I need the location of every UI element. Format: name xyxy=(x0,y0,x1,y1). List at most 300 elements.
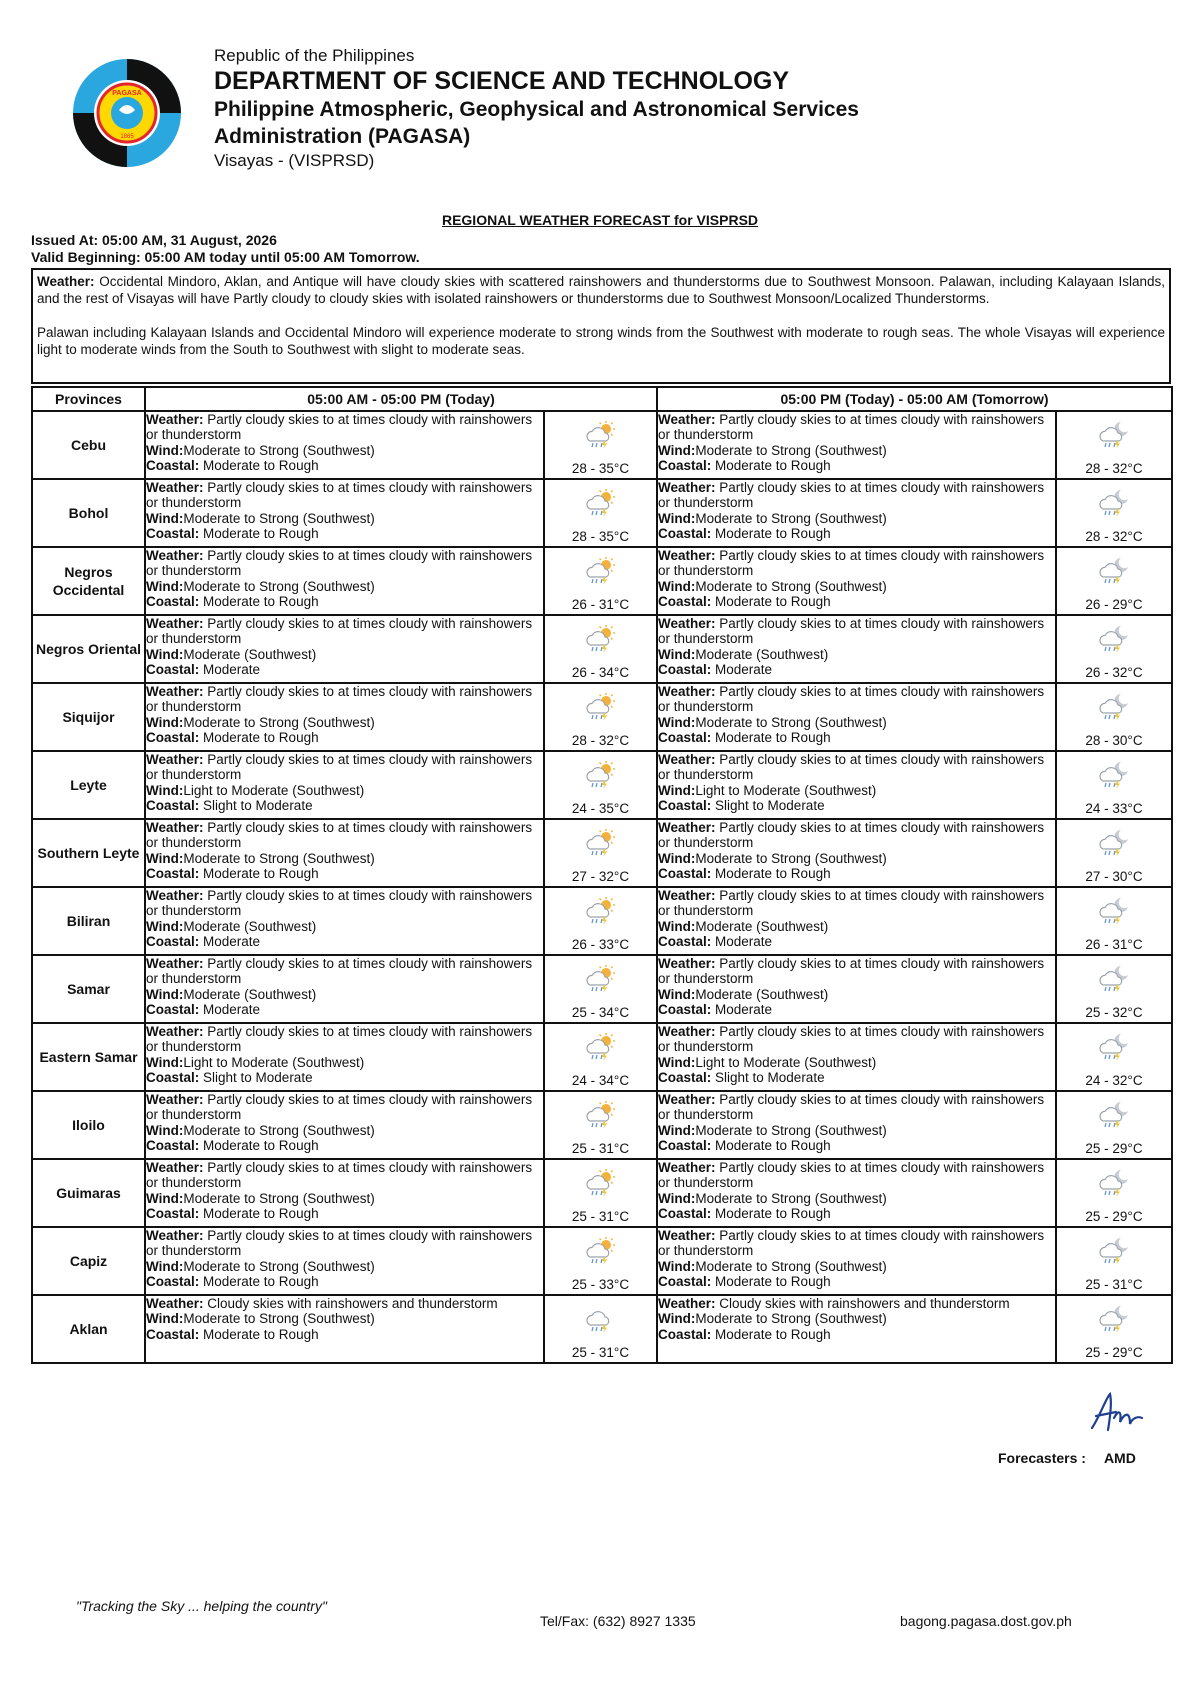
column-header-today: 05:00 AM - 05:00 PM (Today) xyxy=(145,387,657,411)
weather-line xyxy=(658,888,1055,919)
weather-text: Partly cloudy skies to at times cloudy with rainshowers or thunderstorm xyxy=(146,1228,533,1259)
weather-line xyxy=(658,412,1055,443)
coastal-label: Coastal: xyxy=(658,1137,712,1153)
coastal-label: Coastal: xyxy=(658,729,712,745)
weather-label: Weather: xyxy=(658,1296,716,1311)
logo-text: PAGASA xyxy=(112,90,142,97)
table-row xyxy=(32,683,1172,751)
weather-label: Weather: xyxy=(658,752,716,767)
forecast-night-icon-cell xyxy=(1056,1159,1172,1227)
coastal-line xyxy=(146,1070,543,1085)
wind-line xyxy=(146,1123,543,1138)
wind-line xyxy=(658,1191,1055,1206)
weather-line xyxy=(658,820,1055,851)
coastal-line xyxy=(146,458,543,473)
forecasters-name: AMD xyxy=(1103,1450,1136,1466)
coastal-text: Moderate to Rough xyxy=(711,1137,831,1153)
wind-label: Wind: xyxy=(658,1122,696,1138)
forecast-day-icon-cell xyxy=(544,479,657,547)
weather-label: Weather: xyxy=(146,480,204,495)
weather-line xyxy=(146,1160,543,1191)
coastal-label: Coastal: xyxy=(146,1069,200,1085)
coastal-label: Coastal: xyxy=(146,593,200,609)
table-row xyxy=(32,955,1172,1023)
weather-text: Partly cloudy skies to at times cloudy with rainshowers or thunderstorm xyxy=(658,480,1045,511)
wind-label: Wind: xyxy=(146,1054,184,1070)
coastal-line xyxy=(658,1002,1055,1017)
coastal-line xyxy=(658,594,1055,609)
weather-line xyxy=(146,616,543,647)
forecast-night-details xyxy=(657,1227,1056,1295)
column-header-tonight: 05:00 PM (Today) - 05:00 AM (Tomorrow) xyxy=(657,387,1172,411)
wind-text: Moderate (Southwest) xyxy=(695,986,829,1002)
province-name: Negros Occidental xyxy=(32,547,145,615)
coastal-line xyxy=(146,730,543,745)
forecast-night-details xyxy=(657,751,1056,819)
coastal-label: Coastal: xyxy=(146,525,200,541)
coastal-text: Slight to Moderate xyxy=(711,797,825,813)
weather-line xyxy=(658,1092,1055,1123)
weather-line xyxy=(146,480,543,511)
wind-label: Wind: xyxy=(146,578,184,594)
weather-line xyxy=(146,684,543,715)
wind-line xyxy=(658,783,1055,798)
forecast-night-details xyxy=(657,1159,1056,1227)
coastal-text: Moderate to Rough xyxy=(711,865,831,881)
forecast-night-icon-cell xyxy=(1056,411,1172,479)
wind-text: Moderate to Strong (Southwest) xyxy=(695,442,887,458)
wind-text: Light to Moderate (Southwest) xyxy=(695,782,877,798)
wind-text: Moderate (Southwest) xyxy=(183,986,317,1002)
temperature-range: 25 - 33°C xyxy=(571,1277,630,1292)
weather-label: Weather: xyxy=(658,1160,716,1175)
province-name: Southern Leyte xyxy=(32,819,145,887)
wind-label: Wind: xyxy=(658,1258,696,1274)
forecast-title: REGIONAL WEATHER FORECAST for VISPRSD xyxy=(441,212,759,228)
forecast-day-icon-cell xyxy=(544,1023,657,1091)
wind-text: Moderate to Strong (Southwest) xyxy=(183,510,375,526)
weather-text: Partly cloudy skies to at times cloudy with rainshowers or thunderstorm xyxy=(146,616,533,647)
coastal-text: Moderate xyxy=(199,1001,261,1017)
coastal-label: Coastal: xyxy=(658,661,712,677)
wind-label: Wind: xyxy=(658,510,696,526)
forecast-day-details xyxy=(145,751,544,819)
coastal-line xyxy=(658,730,1055,745)
weather-label: Weather: xyxy=(658,820,716,835)
wind-label: Wind: xyxy=(658,986,696,1002)
table-row xyxy=(32,819,1172,887)
forecast-night-details xyxy=(657,683,1056,751)
issued-at: Issued At: 05:00 AM, 31 August, 2026 xyxy=(31,232,277,248)
wind-label: Wind: xyxy=(146,1258,184,1274)
forecaster-signature xyxy=(1086,1388,1146,1440)
agency-name-line-1: Philippine Atmospheric, Geophysical and Astronomical Services xyxy=(214,98,859,121)
coastal-text: Moderate to Rough xyxy=(199,457,319,473)
temperature-range: 24 - 34°C xyxy=(571,1073,630,1088)
weather-label: Weather: xyxy=(146,1296,204,1311)
forecast-night-icon-cell xyxy=(1056,547,1172,615)
wind-label: Wind: xyxy=(146,850,184,866)
coastal-line xyxy=(146,1138,543,1153)
wind-text: Moderate to Strong (Southwest) xyxy=(183,442,375,458)
republic-line: Republic of the Philippines xyxy=(214,46,415,65)
weather-label: Weather: xyxy=(146,548,204,563)
weather-text: Partly cloudy skies to at times cloudy with rainshowers or thunderstorm xyxy=(658,752,1045,783)
wind-text: Moderate to Strong (Southwest) xyxy=(695,850,887,866)
wind-line xyxy=(146,647,543,662)
wind-line xyxy=(658,647,1055,662)
table-row xyxy=(32,479,1172,547)
coastal-text: Slight to Moderate xyxy=(199,1069,313,1085)
forecast-night-icon-cell xyxy=(1056,887,1172,955)
weather-line xyxy=(146,1092,543,1123)
weather-label: Weather: xyxy=(146,1092,204,1107)
temperature-range: 25 - 31°C xyxy=(571,1141,630,1156)
forecast-day-details xyxy=(145,683,544,751)
forecast-night-icon-cell xyxy=(1056,683,1172,751)
weather-label: Weather: xyxy=(146,616,204,631)
weather-line xyxy=(658,480,1055,511)
coastal-line xyxy=(146,1274,543,1289)
wind-text: Light to Moderate (Southwest) xyxy=(183,1054,365,1070)
coastal-label: Coastal: xyxy=(146,457,200,473)
weather-synopsis xyxy=(31,268,1171,384)
forecast-night-icon-cell xyxy=(1056,1227,1172,1295)
coastal-line xyxy=(658,866,1055,881)
wind-line xyxy=(146,1311,543,1326)
weather-text: Partly cloudy skies to at times cloudy with rainshowers or thunderstorm xyxy=(658,820,1045,851)
weather-label: Weather: xyxy=(146,1160,204,1175)
coastal-text: Moderate to Rough xyxy=(199,593,319,609)
weather-text: Partly cloudy skies to at times cloudy with rainshowers or thunderstorm xyxy=(658,616,1045,647)
temperature-range: 25 - 32°C xyxy=(1085,1005,1143,1020)
weather-text: Partly cloudy skies to at times cloudy with rainshowers or thunderstorm xyxy=(146,1160,533,1191)
wind-label: Wind: xyxy=(658,1311,696,1327)
weather-label: Weather: xyxy=(146,684,204,699)
forecast-day-icon-cell xyxy=(544,615,657,683)
coastal-text: Slight to Moderate xyxy=(199,797,313,813)
forecast-day-icon-cell xyxy=(544,1295,657,1363)
forecast-night-details xyxy=(657,411,1056,479)
department-name: DEPARTMENT OF SCIENCE AND TECHNOLOGY xyxy=(214,67,790,95)
tagline: "Tracking the Sky ... helping the country" xyxy=(76,1598,327,1614)
wind-text: Moderate to Strong (Southwest) xyxy=(695,510,887,526)
coastal-text: Moderate to Rough xyxy=(711,525,831,541)
weather-label: Weather: xyxy=(658,480,716,495)
coastal-label: Coastal: xyxy=(146,797,200,813)
temperature-range: 25 - 29°C xyxy=(1085,1209,1143,1224)
forecast-night-details xyxy=(657,887,1056,955)
forecast-day-icon-cell xyxy=(544,683,657,751)
wind-label: Wind: xyxy=(146,646,184,662)
forecast-night-details xyxy=(657,1091,1056,1159)
coastal-text: Moderate to Rough xyxy=(711,1326,831,1342)
wind-label: Wind: xyxy=(146,918,184,934)
weather-text: Partly cloudy skies to at times cloudy with rainshowers or thunderstorm xyxy=(146,412,533,443)
forecast-day-icon-cell xyxy=(544,411,657,479)
weather-text: Partly cloudy skies to at times cloudy with rainshowers or thunderstorm xyxy=(146,684,533,715)
coastal-text: Moderate to Rough xyxy=(199,525,319,541)
coastal-label: Coastal: xyxy=(146,1001,200,1017)
coastal-line xyxy=(146,1206,543,1221)
coastal-label: Coastal: xyxy=(146,729,200,745)
table-row xyxy=(32,1159,1172,1227)
weather-label: Weather: xyxy=(146,1024,204,1039)
wind-line xyxy=(658,987,1055,1002)
weather-label: Weather: xyxy=(146,956,204,971)
coastal-line xyxy=(146,866,543,881)
forecast-night-details xyxy=(657,819,1056,887)
coastal-text: Moderate xyxy=(711,1001,773,1017)
coastal-text: Moderate to Rough xyxy=(711,457,831,473)
province-name: Eastern Samar xyxy=(32,1023,145,1091)
wind-line xyxy=(146,579,543,594)
forecast-day-details xyxy=(145,887,544,955)
wind-line xyxy=(146,715,543,730)
weather-text: Partly cloudy skies to at times cloudy with rainshowers or thunderstorm xyxy=(658,956,1045,987)
wind-label: Wind: xyxy=(658,442,696,458)
coastal-text: Moderate to Rough xyxy=(711,1205,831,1221)
tel-fax: Tel/Fax: (632) 8927 1335 xyxy=(540,1613,696,1629)
weather-line xyxy=(146,1228,543,1259)
wind-line xyxy=(658,919,1055,934)
forecast-day-icon-cell xyxy=(544,887,657,955)
coastal-line xyxy=(658,1327,1055,1342)
wind-label: Wind: xyxy=(146,510,184,526)
forecast-night-icon-cell xyxy=(1056,615,1172,683)
weather-label: Weather: xyxy=(146,820,204,835)
weather-line xyxy=(146,752,543,783)
valid-period: Valid Beginning: 05:00 AM today until 05:00 AM Tomorrow. xyxy=(31,249,420,265)
coastal-line xyxy=(146,1327,543,1342)
coastal-line xyxy=(146,662,543,677)
coastal-line xyxy=(658,1274,1055,1289)
temperature-range: 25 - 29°C xyxy=(1085,1141,1143,1156)
wind-line xyxy=(658,443,1055,458)
wind-label: Wind: xyxy=(658,1054,696,1070)
temperature-range: 24 - 32°C xyxy=(1085,1073,1143,1088)
forecast-day-details xyxy=(145,1295,544,1363)
province-name: Samar xyxy=(32,955,145,1023)
coastal-line xyxy=(658,1070,1055,1085)
weather-text: Partly cloudy skies to at times cloudy with rainshowers or thunderstorm xyxy=(146,820,533,851)
weather-line xyxy=(658,684,1055,715)
weather-text: Partly cloudy skies to at times cloudy with rainshowers or thunderstorm xyxy=(658,548,1045,579)
temperature-range: 25 - 34°C xyxy=(571,1005,630,1020)
coastal-text: Moderate to Rough xyxy=(199,1205,319,1221)
coastal-label: Coastal: xyxy=(658,1273,712,1289)
wind-line xyxy=(658,1259,1055,1274)
wind-text: Moderate to Strong (Southwest) xyxy=(695,1122,887,1138)
temperature-range: 26 - 31°C xyxy=(1085,937,1143,952)
table-row xyxy=(32,887,1172,955)
wind-text: Moderate to Strong (Southwest) xyxy=(695,578,887,594)
weather-line xyxy=(658,548,1055,579)
coastal-text: Moderate to Rough xyxy=(711,1273,831,1289)
table-row xyxy=(32,1227,1172,1295)
province-name: Leyte xyxy=(32,751,145,819)
wind-line xyxy=(658,511,1055,526)
wind-text: Light to Moderate (Southwest) xyxy=(183,782,365,798)
weather-label: Weather: xyxy=(658,616,716,631)
forecast-day-details xyxy=(145,615,544,683)
temperature-range: 27 - 30°C xyxy=(1085,869,1143,884)
weather-line xyxy=(146,1024,543,1055)
coastal-line xyxy=(146,526,543,541)
forecast-day-icon-cell xyxy=(544,819,657,887)
wind-text: Moderate to Strong (Southwest) xyxy=(695,1190,887,1206)
temperature-range: 25 - 29°C xyxy=(1085,1345,1143,1360)
forecast-day-details xyxy=(145,547,544,615)
wind-line xyxy=(146,1055,543,1070)
forecast-night-details xyxy=(657,955,1056,1023)
weather-text: Partly cloudy skies to at times cloudy with rainshowers or thunderstorm xyxy=(658,1092,1045,1123)
temperature-range: 25 - 31°C xyxy=(571,1345,630,1360)
coastal-text: Moderate xyxy=(199,933,261,949)
wind-line xyxy=(658,1055,1055,1070)
forecasters-label: Forecasters : xyxy=(998,1450,1086,1466)
wind-label: Wind: xyxy=(658,646,696,662)
wind-label: Wind: xyxy=(658,918,696,934)
column-header-provinces: Provinces xyxy=(32,387,145,411)
coastal-text: Moderate to Rough xyxy=(199,865,319,881)
weather-label: Weather: xyxy=(658,888,716,903)
forecast-day-icon-cell xyxy=(544,1159,657,1227)
forecast-day-details xyxy=(145,411,544,479)
wind-line xyxy=(658,1311,1055,1326)
temperature-range: 28 - 35°C xyxy=(571,461,630,476)
wind-line xyxy=(146,511,543,526)
forecast-night-details xyxy=(657,1295,1056,1363)
wind-line xyxy=(146,851,543,866)
forecast-night-icon-cell xyxy=(1056,955,1172,1023)
coastal-line xyxy=(658,458,1055,473)
temperature-range: 28 - 32°C xyxy=(1085,461,1143,476)
coastal-label: Coastal: xyxy=(658,457,712,473)
weather-text: Partly cloudy skies to at times cloudy with rainshowers or thunderstorm xyxy=(658,412,1045,443)
table-row xyxy=(32,615,1172,683)
coastal-text: Moderate to Rough xyxy=(199,1273,319,1289)
wind-text: Moderate to Strong (Southwest) xyxy=(695,1258,887,1274)
coastal-text: Moderate to Rough xyxy=(199,729,319,745)
wind-label: Wind: xyxy=(146,1311,184,1327)
coastal-line xyxy=(146,594,543,609)
temperature-range: 26 - 32°C xyxy=(1085,665,1143,680)
weather-line xyxy=(146,820,543,851)
weather-line xyxy=(146,1296,543,1311)
weather-line xyxy=(658,752,1055,783)
province-name: Guimaras xyxy=(32,1159,145,1227)
province-name: Negros Oriental xyxy=(32,615,145,683)
province-name: Capiz xyxy=(32,1227,145,1295)
temperature-range: 25 - 31°C xyxy=(1085,1277,1143,1292)
forecasters xyxy=(998,1450,1136,1466)
coastal-line xyxy=(146,798,543,813)
weather-text: Partly cloudy skies to at times cloudy with rainshowers or thunderstorm xyxy=(146,888,533,919)
weather-text: Cloudy skies with rainshowers and thunderstorm xyxy=(715,1296,1010,1311)
province-name: Cebu xyxy=(32,411,145,479)
weather-text: Partly cloudy skies to at times cloudy with rainshowers or thunderstorm xyxy=(658,684,1045,715)
wind-label: Wind: xyxy=(146,1122,184,1138)
table-row xyxy=(32,547,1172,615)
temperature-range: 25 - 31°C xyxy=(571,1209,630,1224)
logo-year: 1865 xyxy=(120,134,134,140)
wind-line xyxy=(146,783,543,798)
weather-text: Partly cloudy skies to at times cloudy with rainshowers or thunderstorm xyxy=(146,752,533,783)
forecast-night-icon-cell xyxy=(1056,819,1172,887)
wind-text: Moderate to Strong (Southwest) xyxy=(183,1311,375,1327)
forecast-day-icon-cell xyxy=(544,1091,657,1159)
wind-text: Moderate to Strong (Southwest) xyxy=(183,1190,375,1206)
forecast-table xyxy=(31,386,1173,1364)
weather-text: Partly cloudy skies to at times cloudy with rainshowers or thunderstorm xyxy=(658,1024,1045,1055)
coastal-line xyxy=(146,1002,543,1017)
wind-text: Moderate to Strong (Southwest) xyxy=(183,578,375,594)
forecast-night-details xyxy=(657,615,1056,683)
weather-text: Partly cloudy skies to at times cloudy with rainshowers or thunderstorm xyxy=(658,888,1045,919)
temperature-range: 24 - 35°C xyxy=(571,801,630,816)
weather-label: Weather: xyxy=(658,548,716,563)
table-row xyxy=(32,1023,1172,1091)
website: bagong.pagasa.dost.gov.ph xyxy=(900,1613,1072,1629)
forecast-day-details xyxy=(145,479,544,547)
wind-label: Wind: xyxy=(146,714,184,730)
wind-line xyxy=(146,1191,543,1206)
weather-line xyxy=(658,1160,1055,1191)
temperature-range: 24 - 33°C xyxy=(1085,801,1143,816)
wind-text: Moderate (Southwest) xyxy=(695,646,829,662)
weather-label: Weather: xyxy=(658,1228,716,1243)
weather-line xyxy=(658,1296,1055,1311)
coastal-label: Coastal: xyxy=(658,593,712,609)
province-name: Biliran xyxy=(32,887,145,955)
wind-line xyxy=(658,715,1055,730)
coastal-label: Coastal: xyxy=(146,865,200,881)
table-row xyxy=(32,411,1172,479)
weather-line xyxy=(146,548,543,579)
forecast-day-details xyxy=(145,1227,544,1295)
coastal-line xyxy=(658,1206,1055,1221)
forecast-day-details xyxy=(145,819,544,887)
forecast-day-icon-cell xyxy=(544,547,657,615)
forecast-day-icon-cell xyxy=(544,751,657,819)
table-row xyxy=(32,1091,1172,1159)
wind-label: Wind: xyxy=(658,714,696,730)
wind-text: Moderate to Strong (Southwest) xyxy=(183,714,375,730)
forecast-day-icon-cell xyxy=(544,1227,657,1295)
temperature-range: 26 - 29°C xyxy=(1085,597,1143,612)
forecast-day-details xyxy=(145,1159,544,1227)
province-name: Bohol xyxy=(32,479,145,547)
wind-line xyxy=(658,579,1055,594)
wind-label: Wind: xyxy=(658,578,696,594)
coastal-label: Coastal: xyxy=(146,1273,200,1289)
weather-line xyxy=(146,888,543,919)
coastal-text: Moderate to Rough xyxy=(199,1137,319,1153)
wind-line xyxy=(658,851,1055,866)
weather-line xyxy=(658,1024,1055,1055)
wind-label: Wind: xyxy=(146,782,184,798)
wind-text: Moderate (Southwest) xyxy=(183,646,317,662)
forecast-day-icon-cell xyxy=(544,955,657,1023)
weather-label: Weather: xyxy=(658,412,716,427)
forecast-day-details xyxy=(145,955,544,1023)
letterhead xyxy=(214,46,859,172)
coastal-label: Coastal: xyxy=(658,1001,712,1017)
forecast-day-details xyxy=(145,1091,544,1159)
agency-name-line-2: Administration (PAGASA) xyxy=(214,125,471,148)
synopsis-paragraph-1: Occidental Mindoro, Aklan, and Antique will have cloudy skies with scattered rainshowers and thunderstorms due to Southwest Monsoon. Palawan, including Kalayaan Islands, and the rest of Visayas will have Partly cloudy to cloudy skies with isolated rainshowers or thunderstorms due to Southwest Monsoon/Localized Thunderstorms. xyxy=(37,274,1165,306)
